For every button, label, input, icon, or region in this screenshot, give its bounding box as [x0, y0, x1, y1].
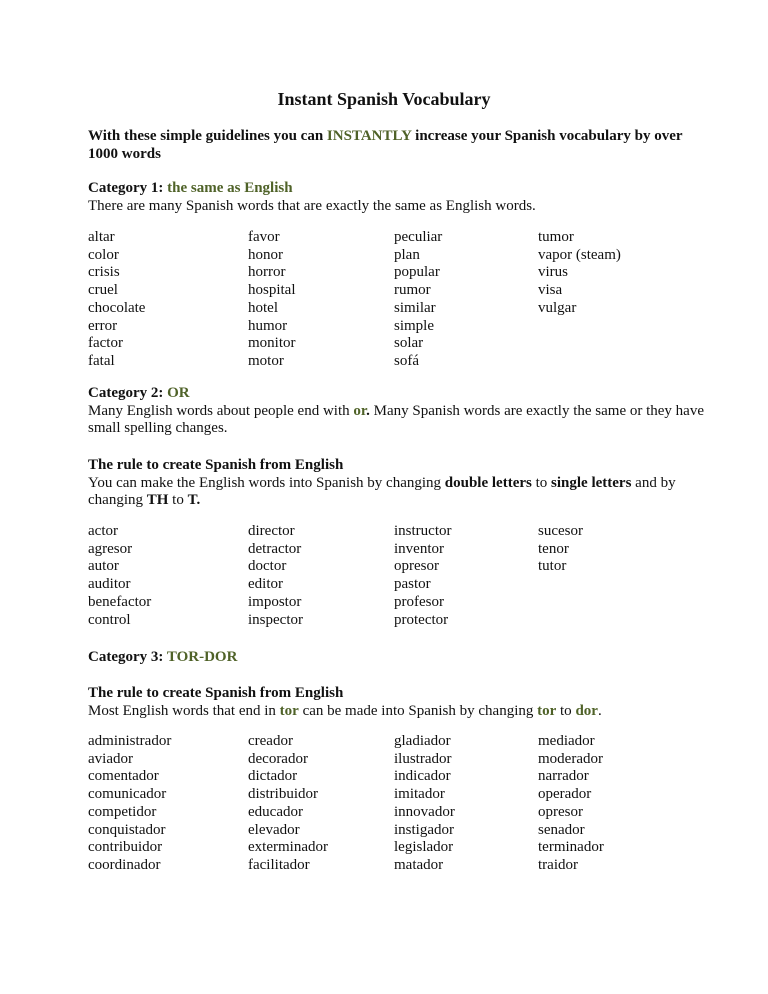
word-item: humor	[248, 317, 288, 334]
word-item: cruel	[88, 282, 118, 299]
rule-text: to	[556, 702, 576, 719]
word-item: inspector	[248, 611, 303, 628]
word-item: traidor	[538, 856, 578, 873]
rule-bold: TH	[146, 492, 169, 509]
word-column	[538, 229, 678, 371]
word-item: instigador	[394, 821, 454, 838]
word-item: comentador	[88, 768, 159, 785]
word-item: dictador	[248, 768, 298, 785]
word-item: altar	[88, 229, 115, 245]
word-item: matador	[394, 856, 444, 873]
intro	[88, 128, 708, 163]
word-item: moderador	[538, 750, 603, 767]
word-item: monitor	[248, 335, 296, 352]
word-column	[248, 733, 394, 875]
word-item: doctor	[248, 558, 287, 575]
word-item: motor	[248, 352, 284, 369]
word-item: operador	[538, 786, 592, 803]
word-item: imitador	[394, 786, 445, 803]
word-item: administrador	[88, 733, 172, 749]
word-column	[538, 733, 678, 875]
word-item: decorador	[248, 750, 308, 767]
word-item: narrador	[538, 768, 589, 785]
word-item: ilustrador	[394, 750, 452, 767]
rule-text: to	[168, 492, 188, 509]
word-item: senador	[538, 821, 585, 838]
word-item: distribuidor	[248, 786, 318, 803]
word-item: crisis	[88, 264, 120, 281]
word-column	[88, 229, 248, 371]
word-item: agresor	[88, 540, 133, 557]
category2-desc: Many English words about people end with	[88, 402, 354, 419]
category2-header	[88, 385, 708, 438]
word-item: opresor	[394, 558, 439, 575]
word-column	[538, 523, 678, 629]
word-item: gladiador	[394, 733, 451, 749]
word-item: simple	[394, 317, 434, 334]
rule-text: and by changing	[88, 474, 676, 509]
word-item: error	[88, 317, 118, 334]
rule-text: can be made into Spanish by changing	[298, 702, 538, 719]
word-item: vapor (steam)	[538, 246, 621, 263]
word-column	[394, 733, 538, 875]
category2-word-list	[88, 523, 678, 629]
word-item: honor	[248, 246, 283, 263]
word-item: pastor	[394, 576, 431, 593]
page-title: Instant Spanish Vocabulary	[277, 89, 491, 109]
intro-highlight: INSTANTLY	[326, 128, 412, 144]
word-item: mediador	[538, 733, 595, 749]
word-item: aviador	[88, 750, 133, 767]
intro-text: With these simple guidelines you can	[88, 128, 327, 144]
word-item: sofá	[394, 352, 419, 369]
word-column	[394, 523, 538, 629]
word-item: benefactor	[88, 593, 152, 610]
category2-desc-dot: .	[366, 402, 370, 419]
word-column	[248, 229, 394, 371]
intro-text-end: increase your Spanish vocabulary by over 1000 words	[88, 128, 683, 162]
category1-label: Category 1:	[88, 180, 168, 196]
word-item: opresor	[538, 803, 583, 820]
word-item: autor	[88, 558, 119, 575]
word-item: impostor	[248, 593, 302, 610]
rule-text: to	[531, 474, 552, 491]
category3-label: Category 3:	[88, 649, 167, 665]
word-item: favor	[248, 229, 280, 245]
word-item: conquistador	[88, 821, 166, 838]
word-item: comunicador	[88, 786, 167, 803]
word-item: plan	[394, 246, 420, 263]
category2-desc-highlight: or	[353, 402, 367, 419]
word-item: visa	[538, 282, 563, 299]
category2-label: Category 2:	[88, 385, 168, 401]
word-item: protector	[394, 611, 449, 628]
word-item: educador	[248, 803, 303, 820]
word-item: hotel	[248, 299, 278, 316]
word-column	[88, 523, 248, 629]
word-item: actor	[88, 523, 118, 539]
word-item: solar	[394, 335, 424, 352]
word-item: virus	[538, 264, 568, 281]
word-item: rumor	[394, 282, 431, 299]
word-column	[88, 733, 248, 875]
word-item: popular	[394, 264, 440, 281]
word-item: innovador	[394, 803, 455, 820]
word-item: fatal	[88, 352, 115, 369]
word-item: terminador	[538, 839, 604, 856]
word-item: auditor	[88, 576, 131, 593]
word-item: detractor	[248, 540, 302, 557]
category2-name: OR	[167, 385, 190, 401]
category1-description: There are many Spanish words that are exactly the same as English words.	[88, 197, 536, 214]
word-item: tenor	[538, 540, 569, 557]
category2-desc-end: Many Spanish words are exactly the same or they have small spelling changes.	[88, 402, 704, 437]
word-item: factor	[88, 335, 123, 352]
word-item: vulgar	[538, 299, 577, 316]
word-item: elevador	[248, 821, 300, 838]
word-item: director	[248, 523, 295, 539]
category3-name: TOR-DOR	[166, 649, 238, 665]
word-item: inventor	[394, 540, 444, 557]
category1-name: the same as English	[167, 180, 293, 196]
category2-rule-heading: The rule to create Spanish from English	[88, 457, 344, 473]
word-item: peculiar	[394, 229, 443, 245]
word-item: instructor	[394, 523, 452, 539]
category1-header	[88, 180, 708, 215]
word-item: facilitador	[248, 856, 310, 873]
word-item: sucesor	[538, 523, 583, 539]
word-item: editor	[248, 576, 283, 593]
word-item: profesor	[394, 593, 444, 610]
word-column	[248, 523, 394, 629]
rule-text: You can make the English words into Spanish by changing	[88, 474, 445, 491]
category2-rule	[88, 457, 708, 510]
category1-word-list	[88, 229, 678, 371]
category3-rule	[88, 685, 708, 720]
word-item: similar	[394, 299, 436, 316]
word-item: creador	[248, 733, 293, 749]
rule-bold: single letters	[551, 474, 632, 491]
category3-header	[88, 649, 708, 667]
rule-highlight: tor	[537, 702, 557, 719]
rule-bold: double letters	[444, 474, 532, 491]
word-column	[394, 229, 538, 371]
word-item: horror	[248, 264, 286, 281]
word-item: indicador	[394, 768, 451, 785]
rule-highlight: tor	[279, 702, 299, 719]
word-item: chocolate	[88, 299, 146, 316]
word-item: competidor	[88, 803, 157, 820]
word-item: exterminador	[248, 839, 328, 856]
word-item: color	[88, 246, 119, 263]
word-item: hospital	[248, 282, 296, 299]
word-item: tutor	[538, 558, 567, 575]
rule-highlight: dor	[575, 702, 598, 719]
rule-bold: T.	[187, 492, 201, 509]
word-item: control	[88, 611, 131, 628]
word-item: contribuidor	[88, 839, 163, 856]
word-item: tumor	[538, 229, 574, 245]
category3-rule-heading: The rule to create Spanish from English	[88, 685, 344, 701]
word-item: coordinador	[88, 856, 161, 873]
rule-text: .	[597, 702, 602, 719]
rule-text: Most English words that end in	[88, 702, 280, 719]
category3-word-list	[88, 733, 678, 875]
word-item: legislador	[394, 839, 454, 856]
